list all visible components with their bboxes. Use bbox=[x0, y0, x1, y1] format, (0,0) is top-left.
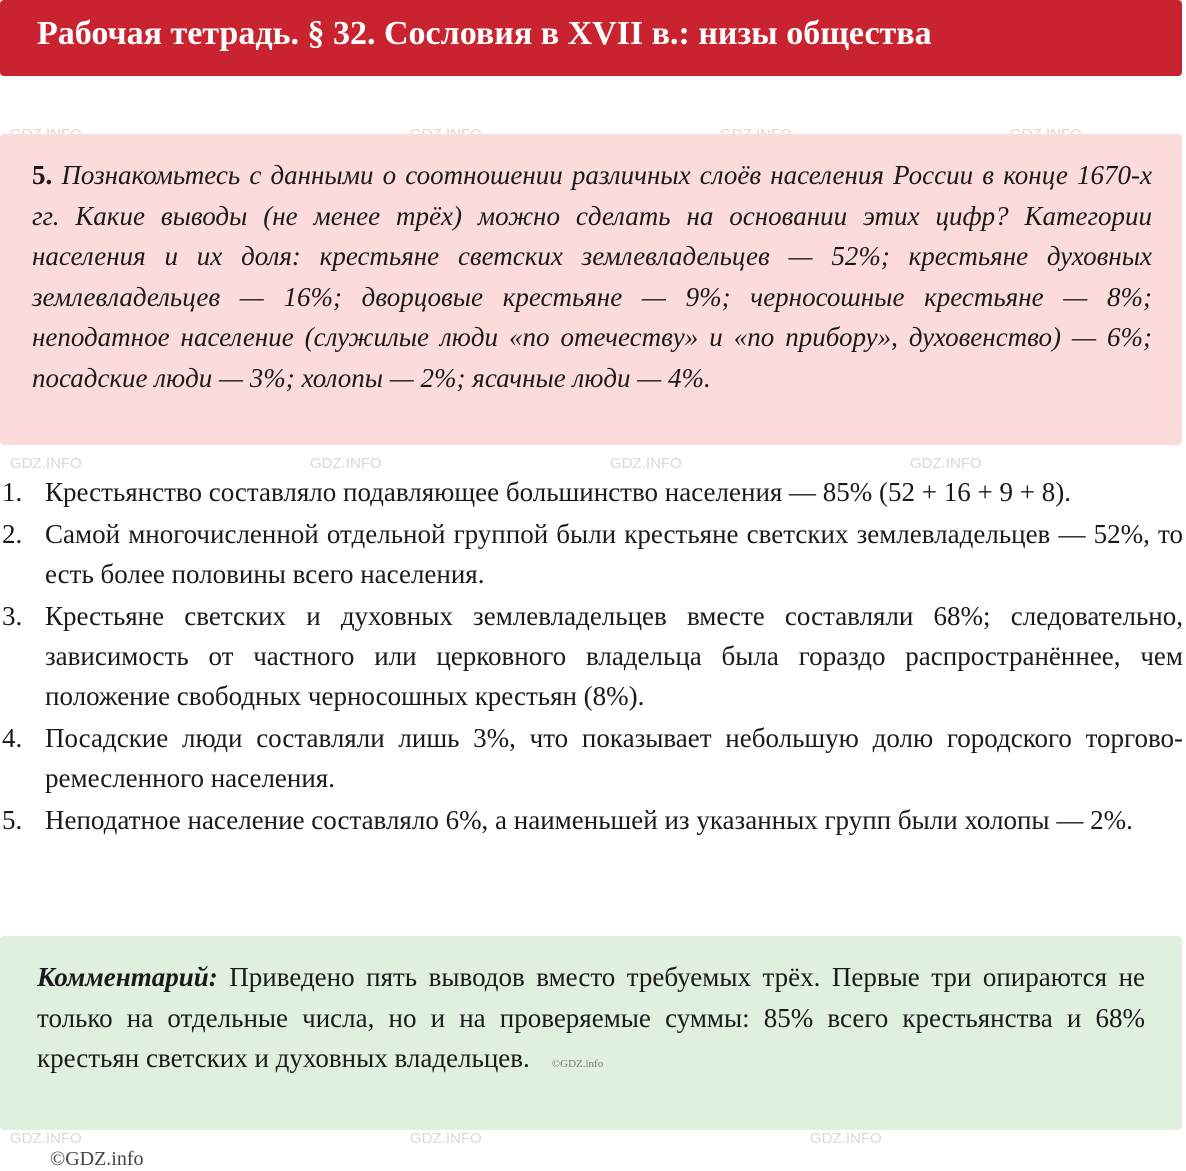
answer-item bbox=[0, 514, 1186, 594]
comment-text bbox=[37, 957, 1145, 1085]
header-bar bbox=[0, 0, 1182, 76]
task-text bbox=[32, 155, 1152, 398]
answer-item bbox=[0, 472, 1186, 512]
watermark: GDZ.INFO bbox=[910, 455, 982, 472]
answer-number: 5. bbox=[2, 805, 23, 835]
task-body: Познакомьтесь с данными о соотношении различных слоёв населения России в конце 1670-х гг. Какие выводы (не менее трёх) можно сделать на основании этих цифр? Категории населения и их доля: крестьяне светских землевладельцев — 52%; крестьяне духовных землевладельцев — 16%; дворцовые крестьяне — 9%; черносошные крестьяне — 8%; неподатное население (служилые люди «по отечеству» и «по прибору», духовенство) — 6%; посадские люди — 3%; холопы — 2%; ясачные люди — 4%. bbox=[32, 160, 1152, 393]
answer-text: Неподатное население составляло 6%, а наименьшей из указанных групп были холопы — 2%. bbox=[45, 805, 1133, 835]
task-box bbox=[0, 134, 1182, 445]
footer-copyright: ©GDZ.info bbox=[50, 1148, 144, 1170]
comment-copyright: ©GDZ.info bbox=[551, 1058, 604, 1070]
comment-body: Приведено пять выводов вместо требуемых трёх. Первые три опираются не только на отдельные числа, но и на проверяемые суммы: 85% всего крестьянства и 68% крестьян светских и духовных владельцев. bbox=[37, 962, 1146, 1073]
answer-number: 1. bbox=[2, 477, 23, 507]
task-number: 5. bbox=[32, 160, 53, 190]
comment-box bbox=[0, 936, 1182, 1130]
answer-text: Посадские люди составляли лишь 3%, что показывает небольшую долю городского торгово-ремесленного населения. bbox=[45, 723, 1183, 793]
watermark: GDZ.INFO bbox=[310, 455, 382, 472]
page-title: Рабочая тетрадь. § 32. Сословия в XVII в.: низы общества bbox=[37, 15, 932, 52]
answer-list bbox=[0, 472, 1186, 842]
answer-text: Крестьяне светских и духовных землевладельцев вместе составляли 68%; следовательно, зависимость от частного или церковного владельца была гораздо распространённее, чем положение свободных черносошных крестьян (8%). bbox=[45, 601, 1183, 711]
watermark: GDZ.INFO bbox=[410, 1130, 482, 1147]
watermark: GDZ.INFO bbox=[10, 455, 82, 472]
comment-label: Комментарий: bbox=[37, 962, 218, 992]
answer-item bbox=[0, 718, 1186, 798]
answer-number: 3. bbox=[2, 601, 23, 631]
answer-item bbox=[0, 596, 1186, 716]
answer-text: Самой многочисленной отдельной группой были крестьяне светских землевладельцев — 52%, то есть более половины всего населения. bbox=[45, 519, 1183, 589]
watermark: GDZ.INFO bbox=[810, 1130, 882, 1147]
answer-number: 2. bbox=[2, 519, 23, 549]
watermark: GDZ.INFO bbox=[610, 455, 682, 472]
answer-text: Крестьянство составляло подавляющее большинство населения — 85% (52 + 16 + 9 + 8). bbox=[45, 477, 1071, 507]
watermark: GDZ.INFO bbox=[10, 1130, 82, 1147]
answer-item bbox=[0, 800, 1186, 840]
answer-number: 4. bbox=[2, 723, 23, 753]
